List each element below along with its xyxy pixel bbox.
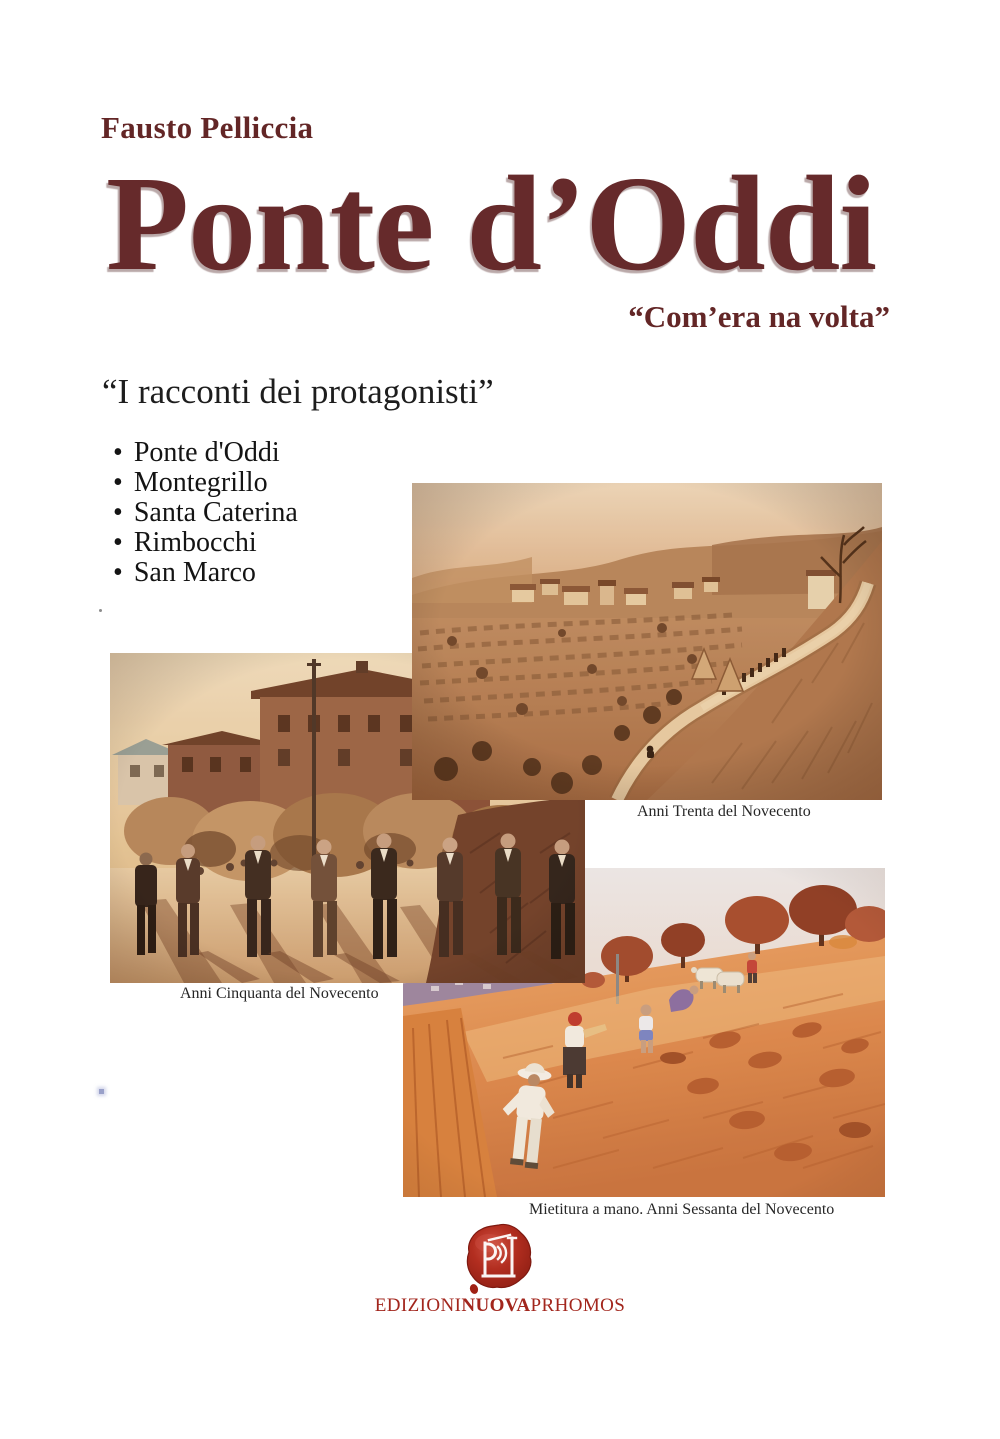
publisher-seal-icon	[459, 1223, 539, 1297]
photo-caption: Anni Cinquanta del Novecento	[180, 985, 379, 1002]
list-item	[113, 468, 298, 498]
tagline: “I racconti dei protagonisti”	[102, 372, 494, 411]
places-list	[113, 438, 298, 588]
bullet-icon: •	[113, 467, 123, 498]
bullet-icon: •	[113, 437, 123, 468]
publisher-edizioni: EDIZIONI	[374, 1295, 462, 1316]
bullet-icon: •	[113, 527, 123, 558]
print-speck	[99, 1089, 104, 1094]
list-item	[113, 498, 298, 528]
book-subtitle: “Com’era na volta”	[628, 299, 890, 334]
book-title: Ponte d’Oddi	[106, 149, 877, 299]
place-label: Montegrillo	[133, 467, 268, 498]
place-label: Rimbocchi	[133, 527, 257, 558]
place-label: San Marco	[133, 557, 256, 588]
publisher-name	[0, 1295, 1000, 1317]
bullet-icon: •	[113, 497, 123, 528]
publisher-prhomos: PRHOMOS	[530, 1295, 626, 1316]
publisher-nuova: NUOVA	[461, 1295, 531, 1316]
place-label: Santa Caterina	[133, 497, 298, 528]
author-name: Fausto Pelliccia	[101, 110, 314, 145]
photo-caption: Anni Trenta del Novecento	[637, 803, 811, 820]
bullet-icon: •	[113, 557, 123, 588]
photo-caption: Mietitura a mano. Anni Sessanta del Novecento	[529, 1201, 835, 1218]
print-speck	[99, 609, 102, 612]
place-label: Ponte d'Oddi	[133, 437, 280, 468]
photo-valley-landscape	[412, 483, 882, 800]
list-item	[113, 438, 298, 468]
list-item	[113, 528, 298, 558]
list-item	[113, 558, 298, 588]
